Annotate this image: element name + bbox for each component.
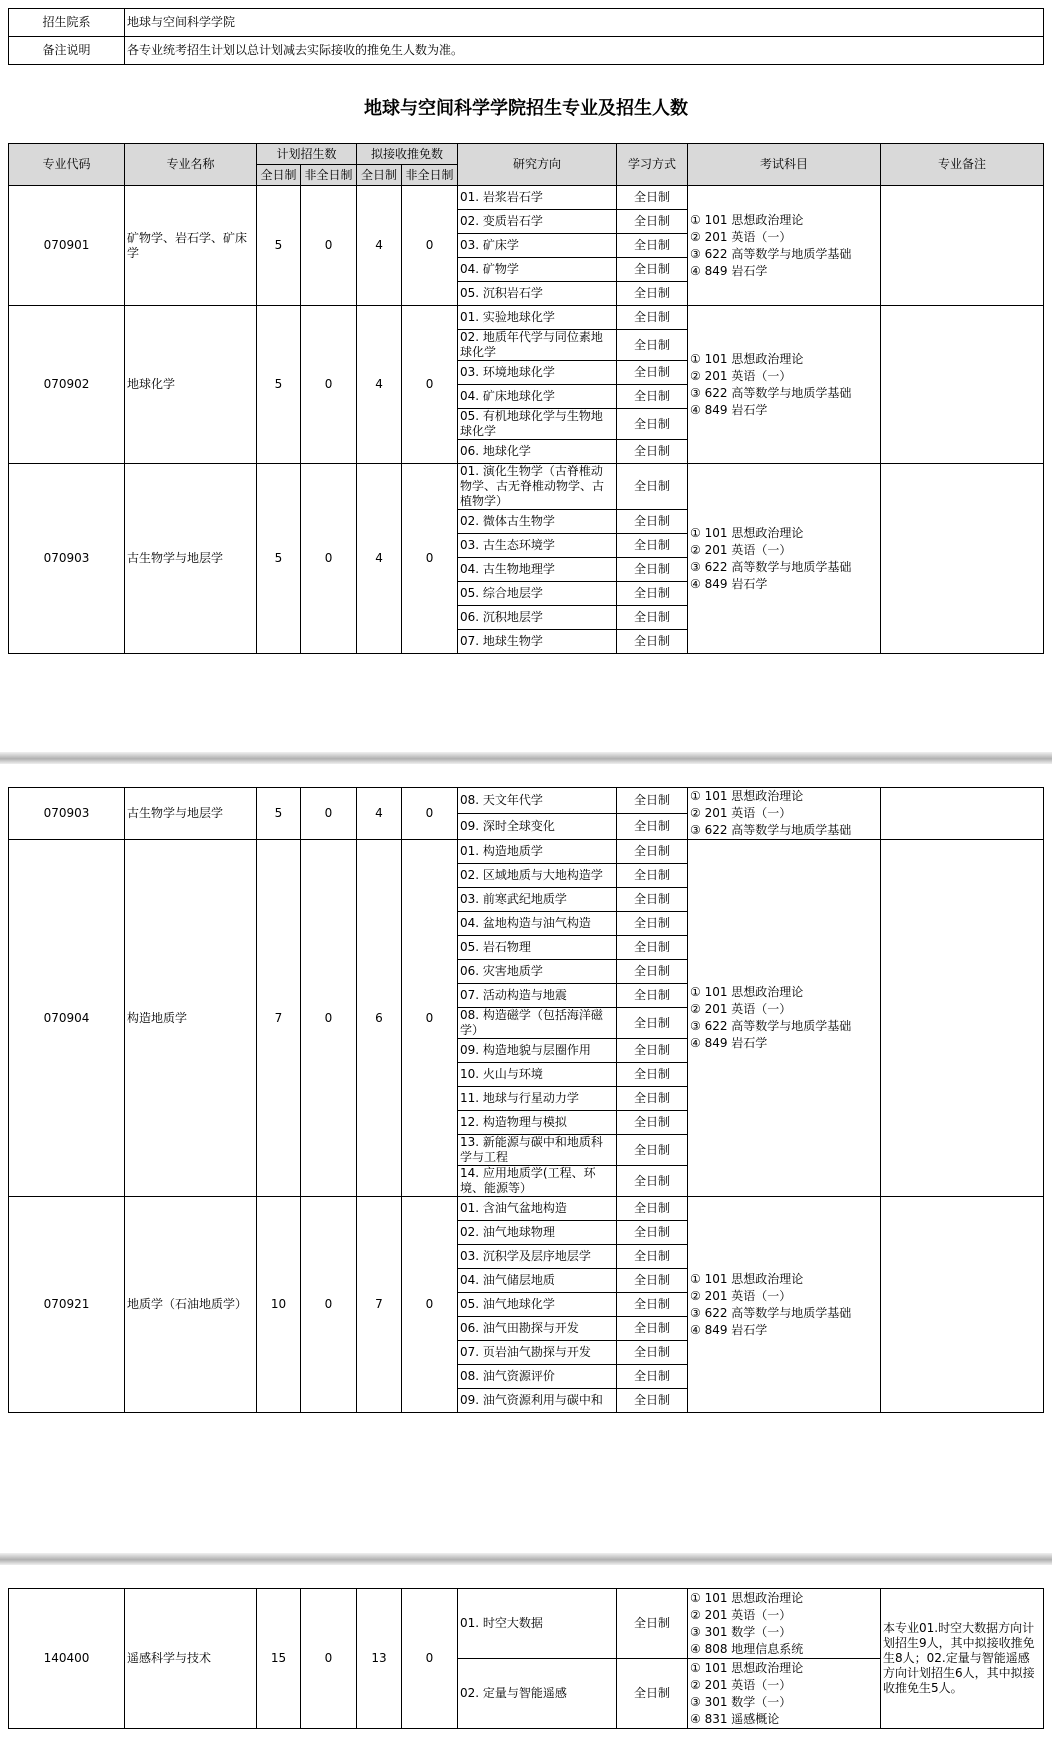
- plan-full: 5: [257, 788, 301, 840]
- direction-name: 01. 构造地质学: [458, 840, 617, 864]
- exam-subject: ① 101 思想政治理论: [690, 351, 804, 366]
- study-mode: 全日制: [617, 1245, 688, 1269]
- plan-full: 5: [257, 464, 301, 654]
- direction-name: 05. 沉积岩石学: [458, 282, 617, 306]
- exam-subjects: [688, 1197, 881, 1413]
- exempt-part: 0: [402, 840, 458, 1197]
- exempt-full: 4: [357, 788, 402, 840]
- direction-name: 11. 地球与行星动力学: [458, 1087, 617, 1111]
- study-mode: 全日制: [617, 1166, 688, 1197]
- study-mode: 全日制: [617, 1008, 688, 1039]
- plan-full: 5: [257, 186, 301, 306]
- study-mode: 全日制: [617, 960, 688, 984]
- plan-full: 5: [257, 306, 301, 464]
- major-code: 070921: [9, 1197, 125, 1413]
- exam-subjects: [688, 1589, 881, 1659]
- exam-subjects: [688, 788, 881, 840]
- major-name: 地质学（石油地质学）: [125, 1197, 257, 1413]
- exam-subject: ② 201 英语（一）: [690, 1607, 792, 1622]
- direction-name: 03. 沉积学及层序地层学: [458, 1245, 617, 1269]
- remark-value: 各专业统考招生计划以总计划减去实际接收的推免生人数为准。: [125, 37, 1044, 65]
- exempt-full: 6: [357, 840, 402, 1197]
- exam-subject: ③ 622 高等数学与地质学基础: [690, 823, 852, 837]
- study-mode: 全日制: [617, 1341, 688, 1365]
- exam-subject: ② 201 英语（一）: [690, 229, 792, 244]
- exam-subjects: [688, 840, 881, 1197]
- header-row: [9, 144, 1044, 165]
- exempt-full: 7: [357, 1197, 402, 1413]
- major-note: [881, 1197, 1044, 1413]
- plan-part: 0: [301, 186, 357, 306]
- direction-name: 01. 演化生物学（古脊椎动物学、古无脊椎动物学、古植物学）: [458, 464, 617, 510]
- study-mode: 全日制: [617, 814, 688, 840]
- exempt-full: 4: [357, 464, 402, 654]
- dept-label: 招生院系: [9, 9, 125, 37]
- direction-name: 03. 环境地球化学: [458, 361, 617, 385]
- direction-name: 03. 前寒武纪地质学: [458, 888, 617, 912]
- header-note: 专业备注: [881, 144, 1044, 186]
- exam-subject: ① 101 思想政治理论: [690, 789, 804, 803]
- major-name: 地球化学: [125, 306, 257, 464]
- major-note: [881, 464, 1044, 654]
- header-name: 专业名称: [125, 144, 257, 186]
- header-exempt-full: 全日制: [357, 165, 402, 186]
- direction-name: 08. 天文年代学: [458, 788, 617, 814]
- study-mode: 全日制: [617, 440, 688, 464]
- direction-name: 02. 地质年代学与同位素地球化学: [458, 330, 617, 361]
- remark-label: 备注说明: [9, 37, 125, 65]
- table-row: [9, 306, 1044, 330]
- direction-name: 07. 活动构造与地震: [458, 984, 617, 1008]
- study-mode: 全日制: [617, 630, 688, 654]
- direction-name: 04. 古生物地理学: [458, 558, 617, 582]
- header-exempt: 拟接收推免数: [357, 144, 458, 165]
- exam-subject: ① 101 思想政治理论: [690, 985, 804, 999]
- dept-value: 地球与空间科学学院: [125, 9, 1044, 37]
- study-mode: 全日制: [617, 984, 688, 1008]
- exam-subject: ① 101 思想政治理论: [690, 1660, 804, 1675]
- major-note: [881, 840, 1044, 1197]
- exam-subject: ④ 831 遥感概论: [690, 1711, 780, 1726]
- major-code: 070902: [9, 306, 125, 464]
- direction-name: 14. 应用地质学(工程、环境、能源等）: [458, 1166, 617, 1197]
- study-mode: 全日制: [617, 1317, 688, 1341]
- study-mode: 全日制: [617, 558, 688, 582]
- exam-subjects: [688, 464, 881, 654]
- exempt-part: 0: [402, 1589, 458, 1729]
- study-mode: 全日制: [617, 234, 688, 258]
- exam-subject: ④ 849 岩石学: [690, 402, 768, 417]
- exam-subject: ③ 622 高等数学与地质学基础: [690, 385, 852, 400]
- direction-name: 04. 矿床地球化学: [458, 385, 617, 409]
- direction-name: 05. 油气地球化学: [458, 1293, 617, 1317]
- table-row: [9, 840, 1044, 864]
- study-mode: 全日制: [617, 1063, 688, 1087]
- page-separator: [0, 1553, 1052, 1565]
- direction-name: 08. 构造磁学（包括海洋磁学）: [458, 1008, 617, 1039]
- direction-name: 01. 含油气盆地构造: [458, 1197, 617, 1221]
- plan-full: 10: [257, 1197, 301, 1413]
- page-separator: [0, 752, 1052, 764]
- exam-subject: ③ 622 高等数学与地质学基础: [690, 559, 852, 574]
- major-name: 古生物学与地层学: [125, 464, 257, 654]
- direction-name: 13. 新能源与碳中和地质科学与工程: [458, 1135, 617, 1166]
- direction-name: 01. 岩浆岩石学: [458, 186, 617, 210]
- meta-table: [8, 8, 1044, 65]
- study-mode: 全日制: [617, 361, 688, 385]
- exempt-part: 0: [402, 306, 458, 464]
- exempt-part: 0: [402, 464, 458, 654]
- direction-name: 07. 地球生物学: [458, 630, 617, 654]
- table-row: [9, 186, 1044, 210]
- study-mode: 全日制: [617, 534, 688, 558]
- direction-name: 06. 地球化学: [458, 440, 617, 464]
- table-row: [9, 464, 1044, 510]
- direction-name: 01. 时空大数据: [458, 1589, 617, 1659]
- header-plan: 计划招生数: [257, 144, 357, 165]
- study-mode: 全日制: [617, 1269, 688, 1293]
- header-direction: 研究方向: [458, 144, 617, 186]
- enrollment-table-2: [8, 787, 1044, 1413]
- table-row: [9, 1197, 1044, 1221]
- direction-name: 02. 油气地球物理: [458, 1221, 617, 1245]
- exam-subject: ② 201 英语（一）: [690, 1002, 792, 1016]
- direction-name: 09. 构造地貌与层圈作用: [458, 1039, 617, 1063]
- header-exempt-part: 非全日制: [402, 165, 458, 186]
- exam-subjects: [688, 1659, 881, 1729]
- major-name: 古生物学与地层学: [125, 788, 257, 840]
- study-mode: 全日制: [617, 306, 688, 330]
- study-mode: 全日制: [617, 1197, 688, 1221]
- study-mode: 全日制: [617, 258, 688, 282]
- major-note: [881, 186, 1044, 306]
- study-mode: 全日制: [617, 1659, 688, 1729]
- study-mode: 全日制: [617, 1111, 688, 1135]
- direction-name: 03. 古生态环境学: [458, 534, 617, 558]
- study-mode: 全日制: [617, 409, 688, 440]
- exam-subject: ① 101 思想政治理论: [690, 1590, 804, 1605]
- direction-name: 06. 灾害地质学: [458, 960, 617, 984]
- study-mode: 全日制: [617, 1293, 688, 1317]
- direction-name: 03. 矿床学: [458, 234, 617, 258]
- plan-part: 0: [301, 840, 357, 1197]
- direction-name: 06. 沉积地层学: [458, 606, 617, 630]
- exam-subject: ② 201 英语（一）: [690, 1677, 792, 1692]
- study-mode: 全日制: [617, 788, 688, 814]
- exam-subject: ① 101 思想政治理论: [690, 212, 804, 227]
- exam-subject: ② 201 英语（一）: [690, 542, 792, 557]
- exempt-full: 4: [357, 306, 402, 464]
- plan-part: 0: [301, 788, 357, 840]
- major-note: [881, 788, 1044, 840]
- study-mode: 全日制: [617, 936, 688, 960]
- header-exam: 考试科目: [688, 144, 881, 186]
- exam-subject: ③ 622 高等数学与地质学基础: [690, 1305, 852, 1320]
- study-mode: 全日制: [617, 1589, 688, 1659]
- exam-subject: ④ 849 岩石学: [690, 576, 768, 591]
- exam-subject: ④ 808 地理信息系统: [690, 1641, 804, 1656]
- study-mode: 全日制: [617, 464, 688, 510]
- plan-part: 0: [301, 1589, 357, 1729]
- exam-subject: ③ 622 高等数学与地质学基础: [690, 246, 852, 261]
- direction-name: 02. 变质岩石学: [458, 210, 617, 234]
- header-mode: 学习方式: [617, 144, 688, 186]
- header-plan-part: 非全日制: [301, 165, 357, 186]
- study-mode: 全日制: [617, 1221, 688, 1245]
- study-mode: 全日制: [617, 186, 688, 210]
- major-note: [881, 306, 1044, 464]
- major-name: 遥感科学与技术: [125, 1589, 257, 1729]
- major-code: 070901: [9, 186, 125, 306]
- major-code: 070903: [9, 788, 125, 840]
- study-mode: 全日制: [617, 330, 688, 361]
- direction-name: 09. 油气资源利用与碳中和: [458, 1389, 617, 1413]
- page-title: 地球与空间科学学院招生专业及招生人数: [364, 98, 688, 119]
- direction-name: 02. 定量与智能遥感: [458, 1659, 617, 1729]
- exam-subject: ② 201 英语（一）: [690, 806, 792, 820]
- exam-subject: ④ 849 岩石学: [690, 1322, 768, 1337]
- study-mode: 全日制: [617, 864, 688, 888]
- table-row: [9, 1589, 1044, 1659]
- enrollment-table-1: [8, 143, 1044, 654]
- major-code: 070903: [9, 464, 125, 654]
- plan-full: 15: [257, 1589, 301, 1729]
- exam-subject: ④ 849 岩石学: [690, 1036, 768, 1050]
- exempt-part: 0: [402, 788, 458, 840]
- plan-part: 0: [301, 306, 357, 464]
- direction-name: 01. 实验地球化学: [458, 306, 617, 330]
- header-code: 专业代码: [9, 144, 125, 186]
- plan-full: 7: [257, 840, 301, 1197]
- direction-name: 05. 有机地球化学与生物地球化学: [458, 409, 617, 440]
- study-mode: 全日制: [617, 1135, 688, 1166]
- study-mode: 全日制: [617, 210, 688, 234]
- direction-name: 12. 构造物理与模拟: [458, 1111, 617, 1135]
- study-mode: 全日制: [617, 1087, 688, 1111]
- exam-subjects: [688, 306, 881, 464]
- major-name: 构造地质学: [125, 840, 257, 1197]
- plan-part: 0: [301, 1197, 357, 1413]
- study-mode: 全日制: [617, 282, 688, 306]
- exam-subject: ④ 849 岩石学: [690, 263, 768, 278]
- exam-subject: ① 101 思想政治理论: [690, 1271, 804, 1286]
- study-mode: 全日制: [617, 606, 688, 630]
- exam-subject: ① 101 思想政治理论: [690, 525, 804, 540]
- study-mode: 全日制: [617, 1389, 688, 1413]
- exam-subject: ③ 301 数学（一）: [690, 1694, 792, 1709]
- direction-name: 06. 油气田勘探与开发: [458, 1317, 617, 1341]
- direction-name: 07. 页岩油气勘探与开发: [458, 1341, 617, 1365]
- study-mode: 全日制: [617, 385, 688, 409]
- direction-name: 02. 区域地质与大地构造学: [458, 864, 617, 888]
- table-row: [9, 788, 1044, 814]
- direction-name: 05. 岩石物理: [458, 936, 617, 960]
- major-code: 140400: [9, 1589, 125, 1729]
- direction-name: 10. 火山与环境: [458, 1063, 617, 1087]
- exam-subject: ③ 622 高等数学与地质学基础: [690, 1019, 852, 1033]
- study-mode: 全日制: [617, 888, 688, 912]
- study-mode: 全日制: [617, 840, 688, 864]
- study-mode: 全日制: [617, 1039, 688, 1063]
- direction-name: 04. 盆地构造与油气构造: [458, 912, 617, 936]
- exempt-part: 0: [402, 186, 458, 306]
- enrollment-table-3: [8, 1588, 1044, 1729]
- direction-name: 05. 综合地层学: [458, 582, 617, 606]
- exempt-full: 4: [357, 186, 402, 306]
- exempt-full: 13: [357, 1589, 402, 1729]
- plan-part: 0: [301, 464, 357, 654]
- study-mode: 全日制: [617, 582, 688, 606]
- major-code: 070904: [9, 840, 125, 1197]
- direction-name: 08. 油气资源评价: [458, 1365, 617, 1389]
- study-mode: 全日制: [617, 912, 688, 936]
- major-note: 本专业01.时空大数据方向计划招生9人，其中拟接收推免生8人；02.定量与智能遥感方向计划招生6人，其中拟接收推免生5人。: [881, 1589, 1044, 1729]
- direction-name: 04. 油气储层地质: [458, 1269, 617, 1293]
- exam-subject: ② 201 英语（一）: [690, 1288, 792, 1303]
- study-mode: 全日制: [617, 1365, 688, 1389]
- exam-subject: ③ 301 数学（一）: [690, 1624, 792, 1639]
- exam-subject: ② 201 英语（一）: [690, 368, 792, 383]
- direction-name: 04. 矿物学: [458, 258, 617, 282]
- exam-subjects: [688, 186, 881, 306]
- direction-name: 02. 微体古生物学: [458, 510, 617, 534]
- direction-name: 09. 深时全球变化: [458, 814, 617, 840]
- major-name: 矿物学、岩石学、矿床学: [125, 186, 257, 306]
- exempt-part: 0: [402, 1197, 458, 1413]
- study-mode: 全日制: [617, 510, 688, 534]
- header-plan-full: 全日制: [257, 165, 301, 186]
